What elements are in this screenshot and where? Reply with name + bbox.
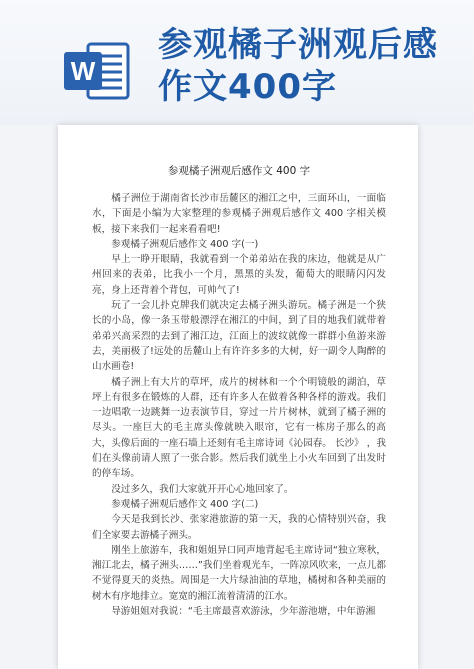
- paragraph: 今天是我到长沙、张家港旅游的第一天，我的心情特别兴奋，我们全家要去游橘子洲头。: [92, 514, 386, 541]
- word-logo-letter: W: [70, 56, 96, 86]
- word-document-icon: [62, 40, 132, 102]
- section-heading: 参观橘子洲观后感作文 400 字(二): [111, 498, 259, 510]
- section-heading: 参观橘子洲观后感作文 400 字(一): [111, 238, 259, 250]
- paragraph: 导游姐姐对我说：“毛主席最喜欢游泳，少年游池塘，中年游湘: [111, 606, 376, 618]
- paragraph: 刚坐上旅游车，我和姐姐异口同声地背起毛主席诗词“独立寒秋，湘江北去，橘子洲头……”我们坐着观光车，一阵凉风吹来，一点儿都不觉得夏天的炎热。周围是一大片绿油油的草地，橘树和各种美丽的树木有序地排立。宽宽的湘江流着清清的江水。: [92, 544, 386, 602]
- document-title: 参观橘子洲观后感作文 400 字: [167, 165, 311, 177]
- paragraph: 橘子洲上有大片的草坪，成片的树林和一个个明镜般的湖泊，草坪上有很多在锻炼的人群，还有许多人在做着各种各样的游戏。我们一边唱歌一边跳舞一边表演节目，穿过一片片树林，就到了橘子洲的尽头。一座巨大的毛主席头像就映入眼帘，它有一栋房子那么的高大，头像后面的一座石墙上还刻有毛主席诗词《沁园春。 长沙》 ，我们在头像前请人照了一张合影。然后我们就坐上小火车回到了出发时的停车场。: [92, 376, 386, 480]
- paragraph: 橘子洲位于湖南省长沙市岳麓区的湘江之中，三面环山，一面临水，下面是小编为大家整理的参观橘子洲观后感作文 400 字相关模板，接下来我们一起来看看吧!: [92, 193, 386, 235]
- paragraph: 玩了一会儿扑克牌我们就决定去橘子洲头游玩。橘子洲是一个狭长的小岛，像一条玉带般漂浮在湘江的中间，到了目的地我们就带着弟弟兴高采烈的去到了湘江边，江面上的波纹就像一群群小鱼游来游去，美丽极了!远处的岳麓山上有许许多多的大树，好一副令人陶醉的山水画卷!: [92, 300, 386, 373]
- document-page: [58, 125, 418, 669]
- header-banner: [0, 0, 474, 125]
- paragraph: 早上一睁开眼睛，我就看到一个弟弟站在我的床边，他就是从广州回来的表弟，比我小一个月，黑黑的头发，葡萄大的眼睛闪闪发亮，身上还背着个背包，可帅气了!: [92, 254, 386, 296]
- banner-title: 参观橘子洲观后感作文400字: [158, 25, 438, 107]
- paragraph: 没过多久，我们大家就开开心心地回家了。: [111, 483, 294, 495]
